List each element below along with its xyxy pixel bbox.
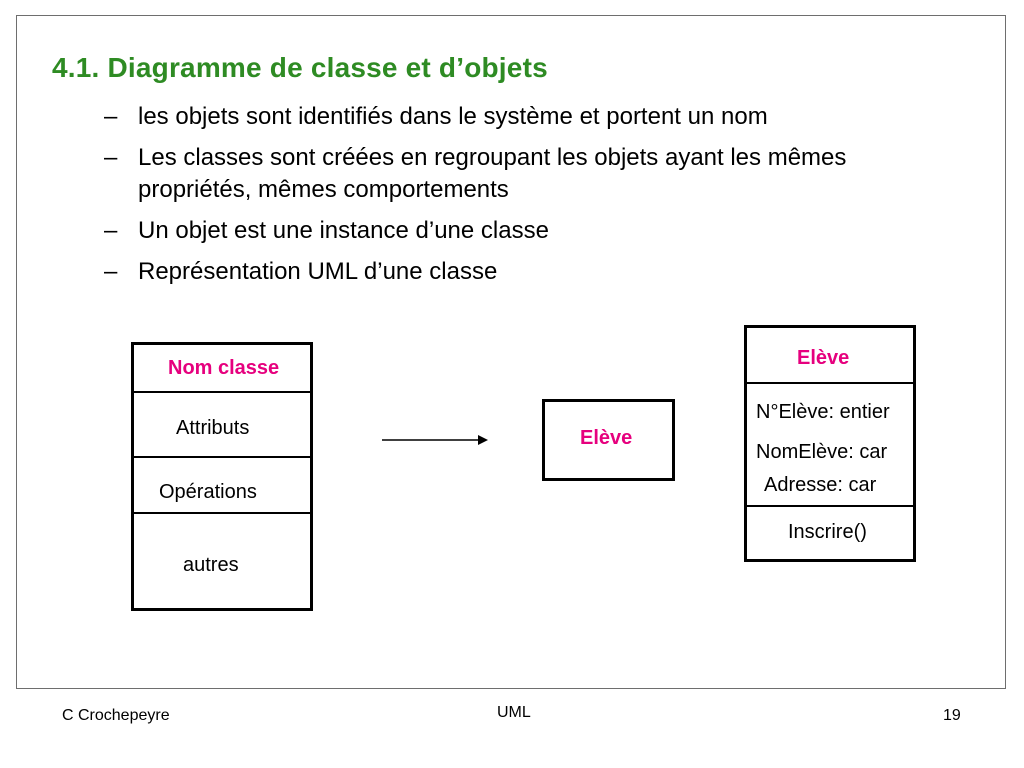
generic-class-others: autres	[183, 554, 239, 576]
generic-class-attributes: Attributs	[176, 417, 250, 439]
bullet-item: – Représentation UML d’une classe	[104, 256, 924, 288]
eleve-class-divider	[744, 382, 916, 384]
generic-class-operations: Opérations	[159, 481, 257, 503]
object-name: Elève	[580, 427, 633, 449]
eleve-class-attribute: Adresse: car	[764, 474, 877, 496]
generic-class-name: Nom classe	[168, 357, 280, 379]
eleve-class-name: Elève	[797, 347, 850, 369]
arrow-right-icon	[382, 430, 492, 450]
bullet-item: – Les classes sont créées en regroupant les objets ayant les mêmes propriétés, mêmes comportements	[104, 142, 924, 206]
slide-title: 4.1. Diagramme de classe et d’objets	[52, 52, 548, 83]
generic-class-divider	[131, 391, 313, 393]
generic-class-divider	[131, 512, 313, 514]
eleve-class-attribute: NomElève: car	[756, 441, 888, 463]
bullet-item: – les objets sont identifiés dans le système et portent un nom	[104, 101, 924, 133]
eleve-class-divider	[744, 505, 916, 507]
footer-author: C Crochepeyre	[62, 707, 170, 724]
bullet-item: – Un objet est une instance d’une classe	[104, 215, 924, 247]
footer-page-number: 19	[943, 707, 961, 724]
footer-subject: UML	[497, 704, 531, 721]
eleve-class-attribute: N°Elève: entier	[756, 401, 890, 423]
eleve-class-operation: Inscrire()	[788, 521, 867, 543]
generic-class-divider	[131, 456, 313, 458]
